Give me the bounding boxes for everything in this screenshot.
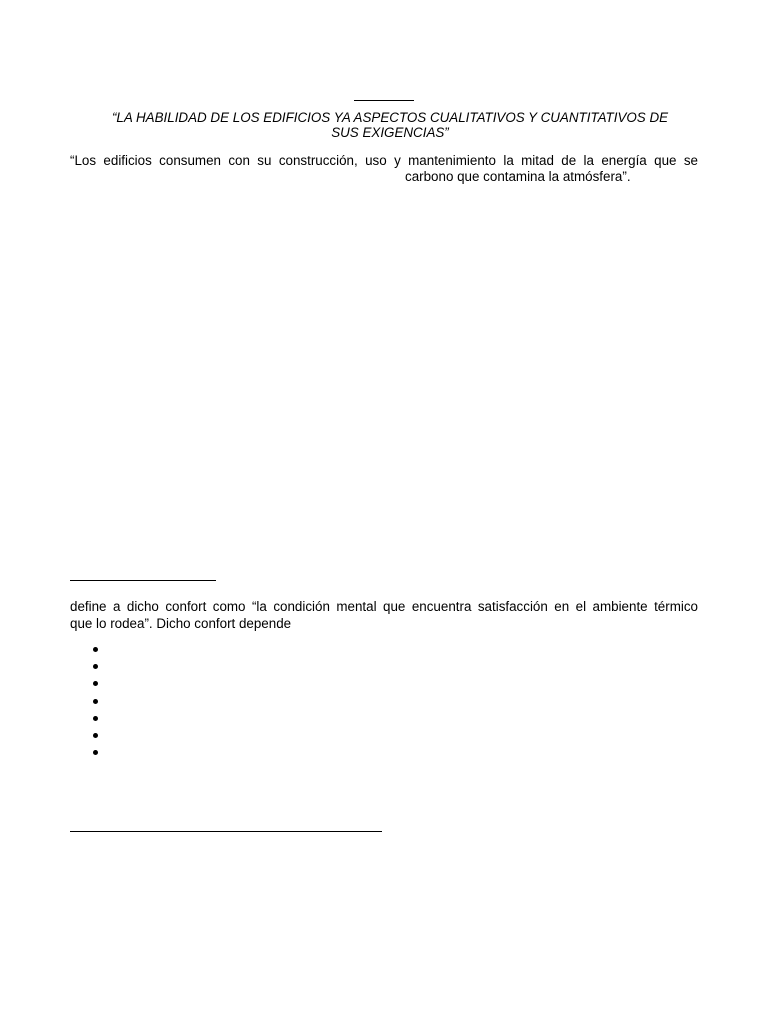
bullet-item	[88, 709, 108, 726]
footnote-separator-rule	[70, 580, 216, 581]
quote-paragraph-line-1: “Los edificios consumen con su construcción, uso y mantenimiento la mitad de la energía que se	[70, 153, 698, 168]
confort-paragraph-line-2: que lo rodea”. Dicho confort depende	[70, 616, 292, 631]
bullet-item	[88, 640, 108, 657]
quote-paragraph-line-2: carbono que contamina la atmósfera”.	[405, 169, 631, 184]
document-title: “LA HABILIDAD DE LOS EDIFICIOS YA ASPECTOS CUALITATIVOS Y CUANTITATIVOS DE SUS EXIGENCIAS”	[111, 110, 669, 140]
bullet-item	[88, 657, 108, 674]
bullet-item	[88, 743, 108, 760]
bottom-footnote-rule	[70, 831, 382, 832]
top-separator-rule	[354, 100, 414, 101]
bullet-item	[88, 692, 108, 709]
confort-paragraph-line-1: define a dicho confort como “la condición mental que encuentra satisfacción en el ambiente térmico	[70, 599, 698, 614]
empty-bullet-list	[88, 640, 108, 760]
bullet-item	[88, 674, 108, 691]
bullet-item	[88, 726, 108, 743]
